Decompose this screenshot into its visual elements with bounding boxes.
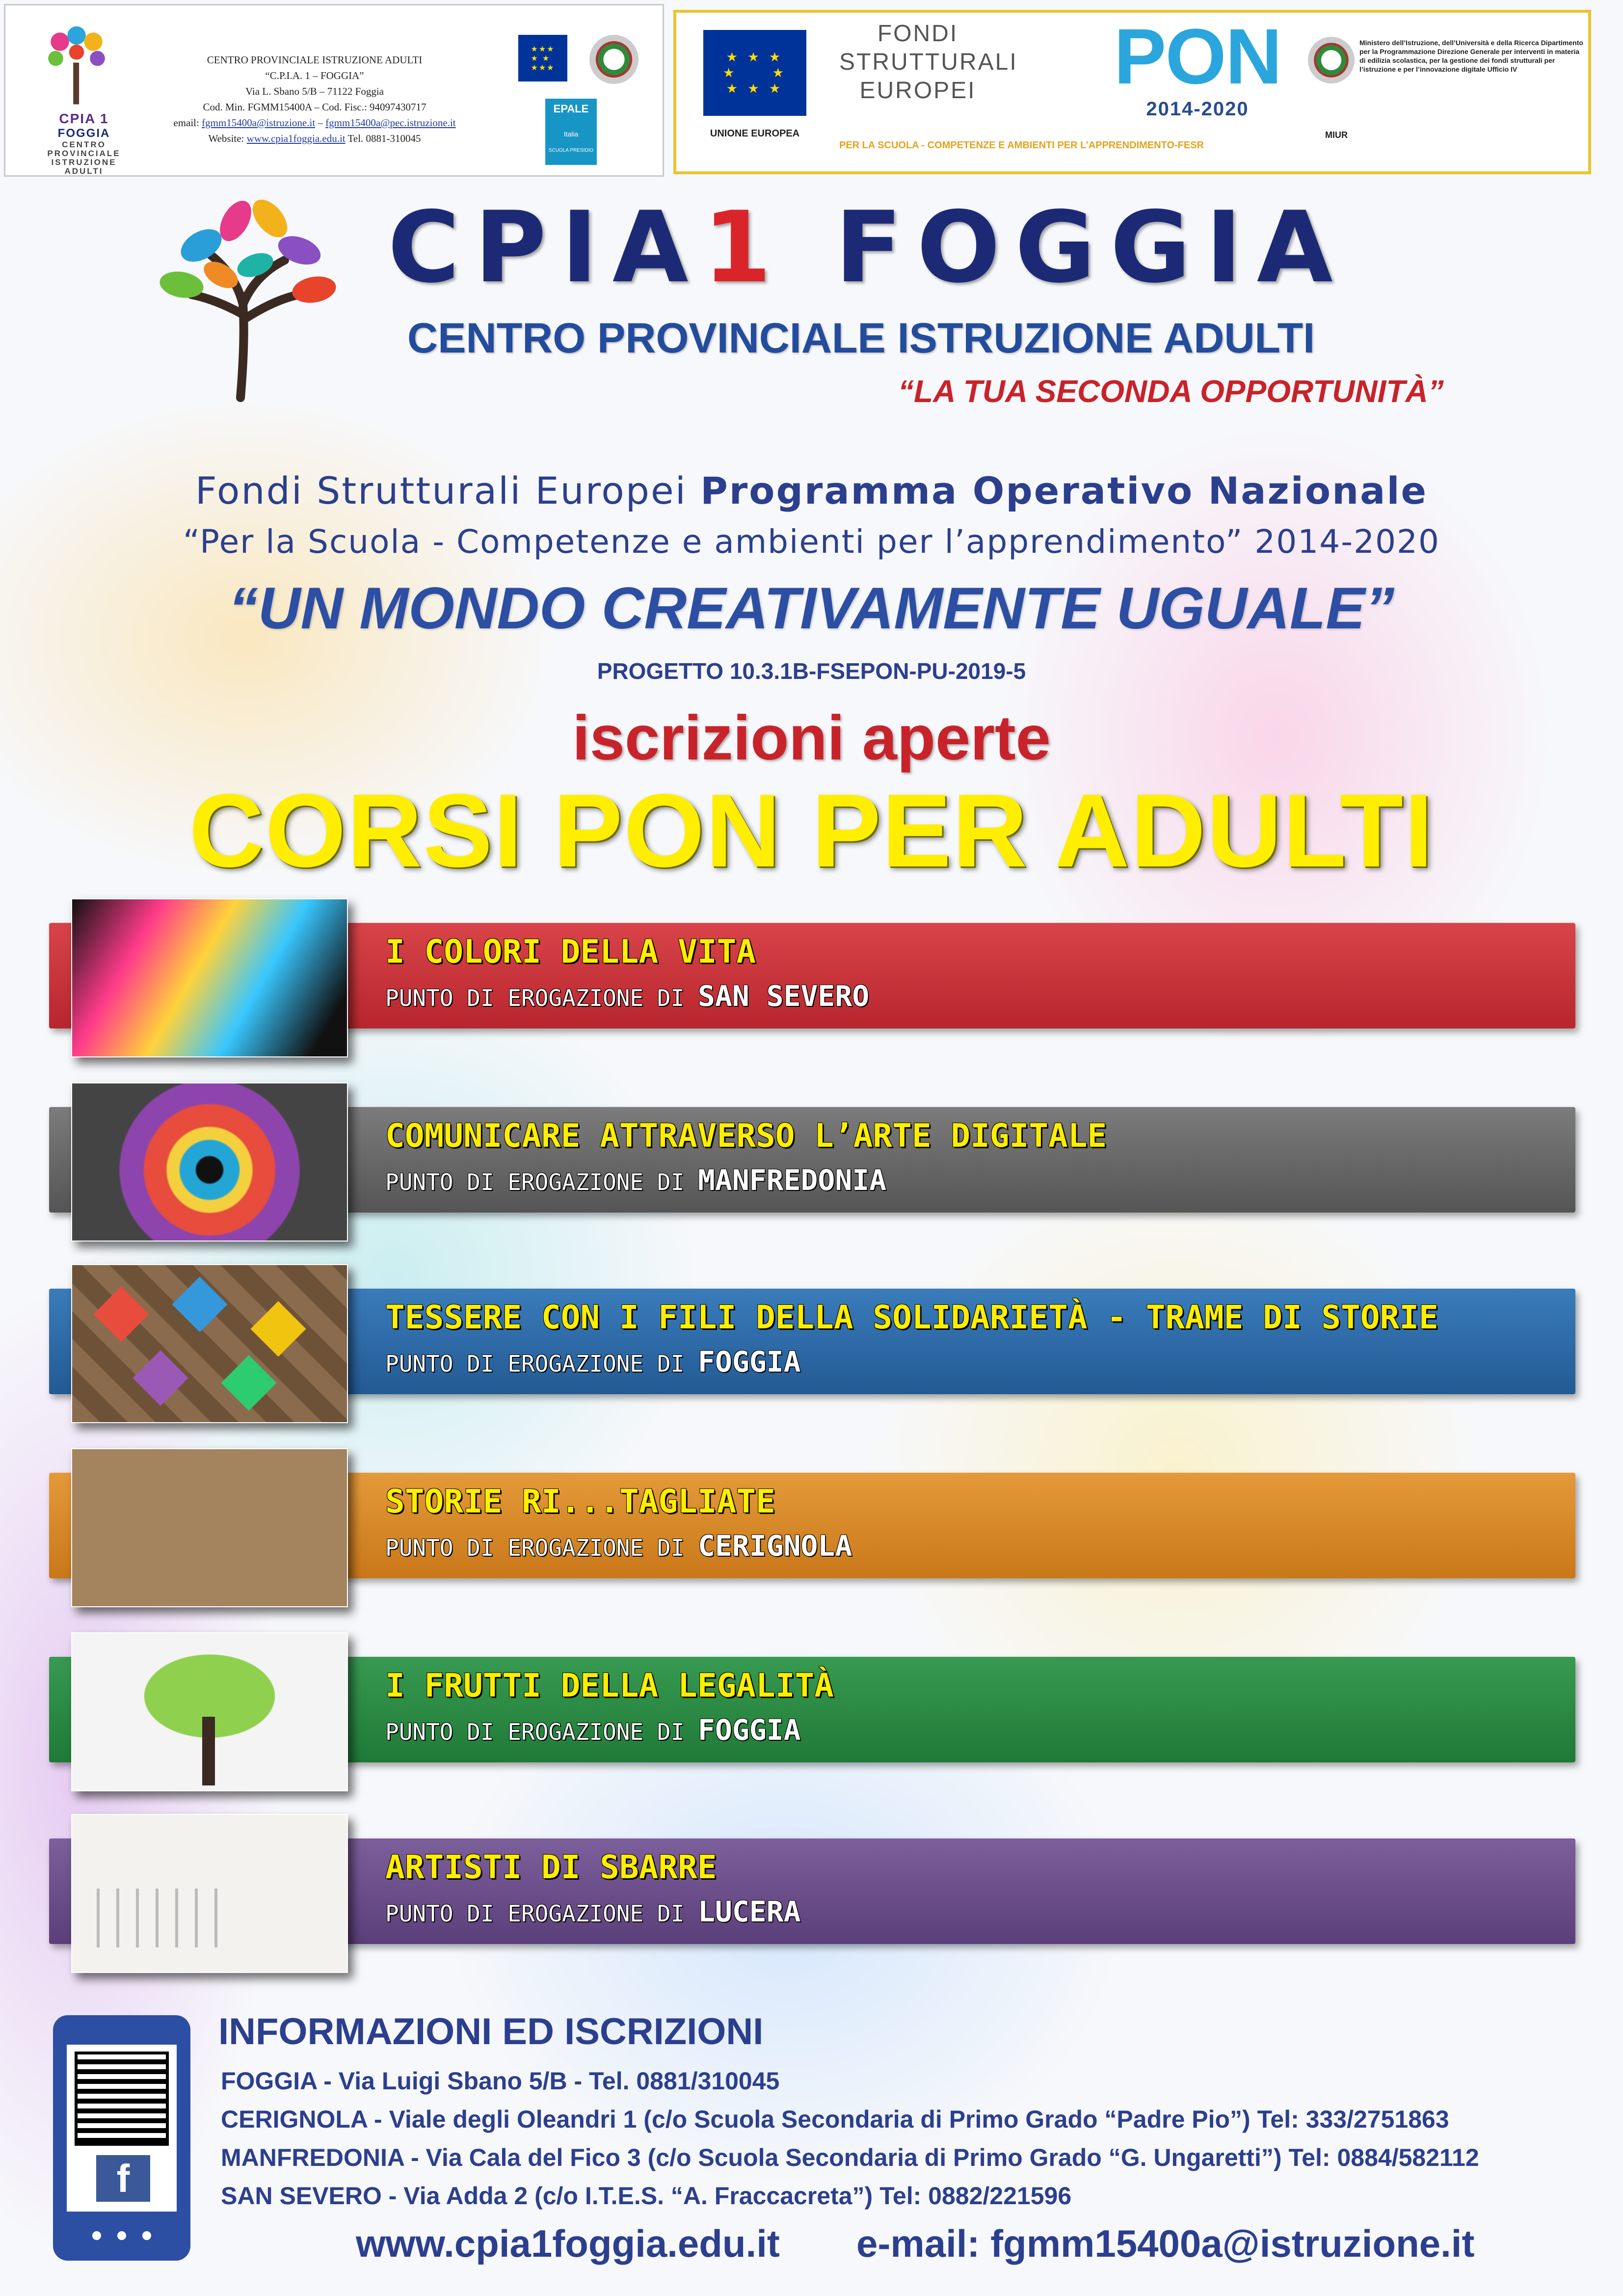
place-prefix: PUNTO DI EROGAZIONE DI — [385, 1719, 698, 1745]
qr-code-icon — [78, 2054, 166, 2143]
program-pon: Programma Operativo Nazionale — [700, 469, 1428, 513]
course-place — [385, 1345, 801, 1378]
place-name: SAN SEVERO — [697, 979, 870, 1013]
info-title: INFORMAZIONI ED ISCRIZIONI — [218, 2011, 764, 2053]
pon-logo-text: PON — [1114, 12, 1281, 100]
course-image-eye — [71, 1082, 348, 1242]
cpia-header-box — [4, 4, 664, 177]
phone-screen — [67, 2045, 177, 2212]
fse-line3: EUROPEI — [859, 78, 976, 104]
course-place — [385, 1713, 801, 1747]
title-foggia: FOGGIA — [786, 190, 1348, 305]
logo-text: CPIA 1 — [59, 111, 109, 126]
website-link[interactable]: www.cpia1foggia.edu.it — [246, 133, 346, 144]
course-place — [385, 979, 869, 1013]
title-cpia: CPIA — [388, 190, 703, 305]
course-place — [385, 1895, 801, 1928]
email-row — [118, 115, 511, 131]
phone-graphic — [53, 2015, 190, 2261]
phone-dot — [117, 2231, 126, 2240]
course-image-sketch — [71, 1814, 348, 1973]
pec-email-link[interactable]: fgmm15400a@pec.istruzione.it — [325, 117, 456, 129]
logo-sub2: CENTRO PROVINCIALE ISTRUZIONE ADULTI — [47, 140, 121, 176]
fse-line1: FONDI — [877, 21, 958, 47]
enrollment-open: iscrizioni aperte — [572, 703, 1051, 773]
website-row — [118, 131, 511, 146]
email-separator: – — [318, 117, 323, 129]
place-prefix: PUNTO DI EROGAZIONE DI — [385, 1900, 698, 1927]
eu-label: UNIONE EUROPEA — [710, 128, 800, 139]
place-prefix: PUNTO DI EROGAZIONE DI — [385, 1169, 698, 1195]
epale-label: EPALE — [553, 103, 589, 115]
miur-text: Ministero dell’Istruzione, dell’Università e della Ricerca Dipartimento per la Programmazione Direzione Generale per interventi in materia di edilizia scolastica, per la gestione dei fondi strutturali per l’istruzione e per l’innovazione digitale Ufficio IV — [1359, 39, 1583, 73]
phone-dot — [92, 2231, 101, 2240]
eu-flag-icon: ★★★ ★ ★ ★★★ — [518, 35, 567, 81]
course-image-tree — [71, 1632, 348, 1791]
info-line-foggia: FOGGIA - Via Luigi Sbano 5/B - Tel. 0881/310045 — [221, 2067, 780, 2095]
miur-label: MIUR — [1325, 130, 1348, 140]
program-fse: Fondi Strutturali Europei — [195, 469, 701, 513]
tree-logo-icon — [137, 191, 363, 403]
epale-logo — [545, 99, 597, 165]
italian-emblem-icon — [589, 35, 639, 84]
phone-dot — [142, 2231, 151, 2240]
place-name: LUCERA — [697, 1895, 801, 1928]
email-link[interactable]: fgmm15400a@istruzione.it — [202, 117, 316, 129]
tree-logo-icon — [35, 25, 118, 108]
place-name: MANFREDONIA — [697, 1163, 887, 1197]
place-prefix: PUNTO DI EROGAZIONE DI — [385, 985, 698, 1011]
info-line-san-severo: SAN SEVERO - Via Adda 2 (c/o I.T.E.S. “A. Fraccacreta”) Tel: 0882/221596 — [221, 2182, 1072, 2210]
place-name: FOGGIA — [697, 1345, 801, 1378]
fse-line2: STRUTTURALI — [839, 49, 1018, 75]
course-title: COMUNICARE ATTRAVERSO L’ARTE DIGITALE — [385, 1117, 1107, 1155]
facebook-icon: f — [96, 2155, 150, 2202]
info-line-cerignola: CERIGNOLA - Viale degli Oleandri 1 (c/o Scuola Secondaria di Primo Grado “Padre Pio”) Tel: 333/2751863 — [221, 2106, 1449, 2133]
website-label: Website: — [208, 133, 244, 144]
title-number: 1 — [703, 190, 786, 305]
footer-email-link[interactable]: e-mail: fgmm15400a@istruzione.it — [856, 2222, 1475, 2265]
place-prefix: PUNTO DI EROGAZIONE DI — [385, 1535, 698, 1561]
course-title: STORIE RI...TAGLIATE — [385, 1483, 775, 1520]
epale-sub: Italia — [563, 130, 579, 138]
place-name: FOGGIA — [697, 1713, 801, 1747]
main-title — [388, 191, 1517, 304]
school-short-name: “C.P.I.A. 1 – FOGGIA” — [265, 70, 364, 81]
project-code: PROGETTO 10.3.1B-FSEPON-PU-2019-5 — [597, 658, 1026, 684]
program-line1 — [0, 469, 1623, 513]
course-title: TESSERE CON I FILI DELLA SOLIDARIETÀ - TRAME DI STORIE — [385, 1298, 1438, 1336]
pon-years: 2014-2020 — [1146, 98, 1249, 120]
course-place — [385, 1163, 886, 1197]
epale-sub2: SCUOLA PRESIDIO — [548, 148, 594, 153]
place-name: CERIGNOLA — [697, 1529, 852, 1563]
footer-website-link[interactable]: www.cpia1foggia.edu.it — [356, 2222, 780, 2265]
project-title: “UN MONDO CREATIVAMENTE UGUALE” — [228, 575, 1395, 641]
phone-number: Tel. 0881-310045 — [347, 133, 421, 144]
logo-sub1: FOGGIA — [57, 127, 110, 140]
course-title: ARTISTI DI SBARRE — [385, 1848, 717, 1886]
course-title: I COLORI DELLA VITA — [385, 933, 756, 971]
course-place — [385, 1529, 852, 1563]
eu-flag-icon: ★ ★ ★ ★ ★ ★ ★ ★ — [703, 30, 806, 116]
course-image-weaving — [71, 1264, 348, 1423]
courses-heading: CORSI PON PER ADULTI — [188, 772, 1434, 889]
school-address: Via L. Sbano 5/B – 71122 Foggia — [245, 85, 384, 97]
course-image-collage — [71, 1448, 348, 1607]
course-title: I FRUTTI DELLA LEGALITÀ — [385, 1667, 834, 1704]
program-line2: “Per la Scuola - Competenze e ambienti per l’apprendimento” 2014-2020 — [183, 523, 1440, 561]
info-line-manfredonia: MANFREDONIA - Via Cala del Fico 3 (c/o Scuola Secondaria di Primo Grado “G. Ungaretti”) Tel: 0884/582112 — [221, 2144, 1479, 2171]
place-prefix: PUNTO DI EROGAZIONE DI — [385, 1351, 698, 1377]
contact-block — [118, 52, 511, 146]
school-name: CENTRO PROVINCIALE ISTRUZIONE ADULTI — [207, 54, 423, 66]
slogan: “LA TUA SECONDA OPPORTUNITÀ” — [898, 374, 1444, 409]
school-codes: Cod. Min. FGMM15400A – Cod. Fisc.: 94097430717 — [203, 101, 426, 113]
course-image-hands — [71, 898, 348, 1057]
italian-emblem-icon — [1308, 37, 1355, 83]
email-label: email: — [173, 117, 199, 129]
fse-logo-text — [839, 20, 1018, 105]
main-subtitle: CENTRO PROVINCIALE ISTRUZIONE ADULTI — [407, 315, 1315, 362]
pon-strip-text: PER LA SCUOLA - COMPETENZE E AMBIENTI PER L’APPRENDIMENTO-FESR — [839, 140, 1204, 151]
